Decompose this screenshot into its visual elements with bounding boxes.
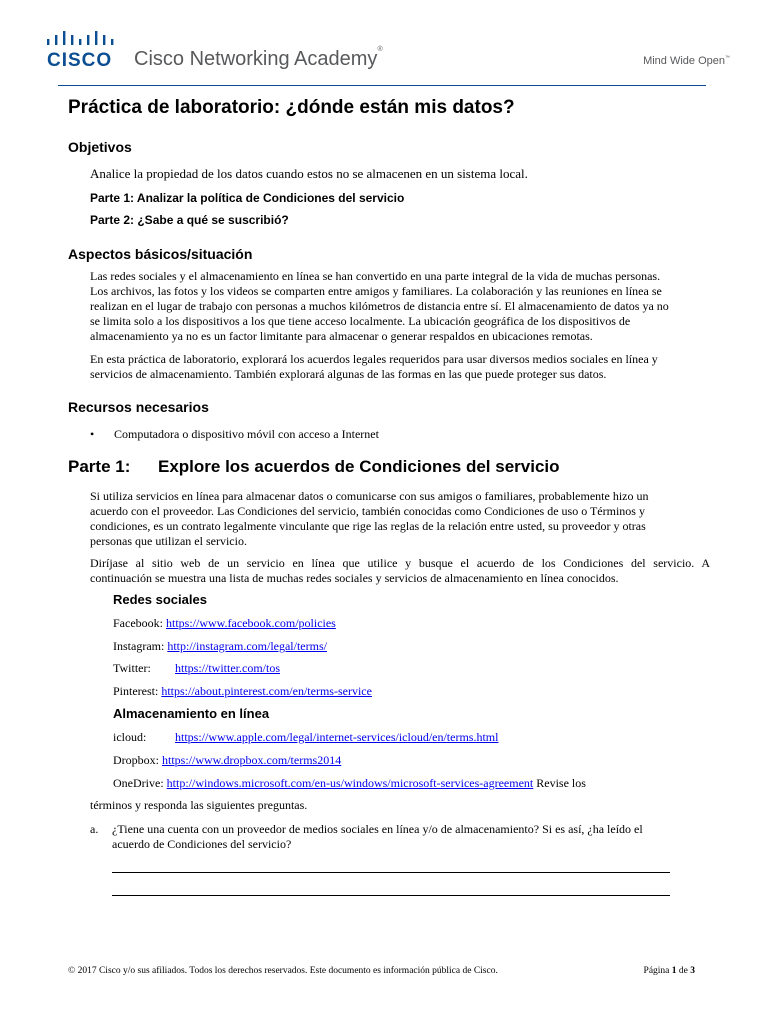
- social-entry-pinterest: [113, 684, 372, 699]
- facebook-terms-link[interactable]: https://www.facebook.com/policies: [166, 616, 336, 630]
- text-line: personas que utilizan el servicio.: [90, 534, 247, 548]
- resources-list: [90, 425, 379, 443]
- icloud-terms-link[interactable]: https://www.apple.com/legal/internet-services/icloud/en/terms.html: [175, 730, 499, 744]
- objectives-intro: Analice la propiedad de los datos cuando estos no se almacenen en un sistema local.: [90, 166, 528, 181]
- cisco-wordmark: CISCO: [47, 50, 113, 71]
- service-name: Pinterest:: [113, 684, 159, 698]
- text-line: Si utiliza servicios en línea para almacenar datos o comunicarse con sus amigos o familiares, probablemente hizo un: [90, 489, 649, 503]
- text-line: realizan en el lugar de trabajo con personas a muchos kilómetros de distancia entre sí. El almacenamiento de datos ya no: [90, 299, 669, 313]
- storage-entry-dropbox: [113, 753, 341, 768]
- header-divider: [58, 85, 706, 86]
- part1-number: Parte 1:: [68, 457, 131, 476]
- resources-heading: Recursos necesarios: [68, 399, 209, 415]
- answer-line-2[interactable]: [112, 895, 670, 896]
- resource-item: Computadora o dispositivo móvil con acceso a Internet: [114, 427, 379, 441]
- continuation-line: términos y responda las siguientes preguntas.: [90, 798, 308, 812]
- text-line: acuerdo con el proveedor. Las Condiciones del servicio, también conocidas como Condiciones de uso o Términos y: [90, 504, 645, 518]
- text-line: almacenamiento ya no es un factor limitante para almacenar o generar respaldos en ubicaciones remotas.: [90, 329, 593, 343]
- twitter-terms-link[interactable]: https://twitter.com/tos: [175, 661, 280, 675]
- part1-paragraph-1: [90, 489, 710, 549]
- service-name: OneDrive:: [113, 776, 164, 790]
- service-name: Dropbox:: [113, 753, 159, 767]
- text-line: acuerdo de Condiciones del servicio?: [112, 837, 292, 851]
- text-line: se limita solo a los dispositivos a los que tiene acceso localmente. La ubicación geográfica de los dispositivos de: [90, 314, 631, 328]
- text-line: Las redes sociales y el almacenamiento en línea se han convertido en una parte integral de la vida de muchas personas.: [90, 269, 661, 283]
- cisco-logo: [46, 30, 118, 70]
- social-heading: Redes sociales: [113, 592, 207, 607]
- background-heading: Aspectos básicos/situación: [68, 246, 253, 262]
- part1-paragraph-2: [90, 556, 710, 586]
- social-entry-instagram: [113, 639, 327, 654]
- service-name: icloud:: [113, 730, 147, 744]
- storage-heading: Almacenamiento en línea: [113, 706, 270, 721]
- footer-page-number: Página 1 de 3: [643, 966, 695, 976]
- question-a-text: [112, 822, 712, 852]
- social-entry-facebook: [113, 616, 336, 631]
- answer-line-1[interactable]: [112, 872, 670, 873]
- tagline: Mind Wide Open™: [643, 55, 730, 67]
- service-name: Twitter:: [113, 661, 151, 675]
- question-a-label: a.: [90, 822, 99, 836]
- bullet-icon: •: [90, 427, 95, 441]
- text-line: condiciones, es un contrato legalmente vinculante que rige las reglas de la relación entre usted, su proveedor y otras: [90, 519, 646, 533]
- academy-name: Cisco Networking Academy®: [134, 46, 383, 70]
- continuation-text: Revise los: [533, 776, 586, 790]
- pinterest-terms-link[interactable]: https://about.pinterest.com/en/terms-service: [161, 684, 372, 698]
- service-name: Instagram:: [113, 639, 165, 653]
- background-paragraph-1: [90, 269, 710, 344]
- page-title: Práctica de laboratorio: ¿dónde están mis datos?: [68, 97, 515, 118]
- objective-part2: Parte 2: ¿Sabe a qué se suscribió?: [90, 213, 289, 227]
- dropbox-terms-link[interactable]: https://www.dropbox.com/terms2014: [162, 753, 342, 767]
- storage-entry-icloud: [113, 730, 146, 745]
- social-entry-twitter: [113, 661, 151, 676]
- text-line: continuación se muestra una lista de muchas redes sociales y servicios de almacenamiento en línea conocidos.: [90, 571, 619, 585]
- service-name: Facebook:: [113, 616, 163, 630]
- objectives-heading: Objetivos: [68, 139, 132, 155]
- objective-part1: Parte 1: Analizar la política de Condiciones del servicio: [90, 191, 405, 205]
- instagram-terms-link[interactable]: http://instagram.com/legal/terms/: [167, 639, 327, 653]
- text-line: ¿Tiene una cuenta con un proveedor de medios sociales en línea y/o de almacenamiento? Si es así, ¿ha leído el: [112, 822, 643, 836]
- background-paragraph-2: [90, 352, 710, 382]
- part1-title: Explore los acuerdos de Condiciones del servicio: [158, 457, 560, 476]
- text-line: En esta práctica de laboratorio, explorará los acuerdos legales requeridos para usar diversos medios sociales en línea y: [90, 352, 658, 366]
- onedrive-terms-link[interactable]: http://windows.microsoft.com/en-us/windows/microsoft-services-agreement: [166, 776, 534, 790]
- page-header: [0, 0, 768, 90]
- text-line: servicios de almacenamiento. También explorará algunas de las formas en las que puede proteger sus datos.: [90, 367, 607, 381]
- cisco-bars-icon: [46, 30, 114, 48]
- text-line: Diríjase al sitio web de un servicio en línea que utilice y busque el acuerdo de los Condiciones del servicio. A: [90, 556, 710, 570]
- storage-entry-onedrive: [113, 776, 586, 791]
- footer-copyright: © 2017 Cisco y/o sus afiliados. Todos los derechos reservados. Este documento es información pública de Cisco.: [68, 966, 498, 976]
- text-line: Los archivos, las fotos y los videos se comparten entre amigos y familiares. La colaboración y las reuniones en línea se: [90, 284, 662, 298]
